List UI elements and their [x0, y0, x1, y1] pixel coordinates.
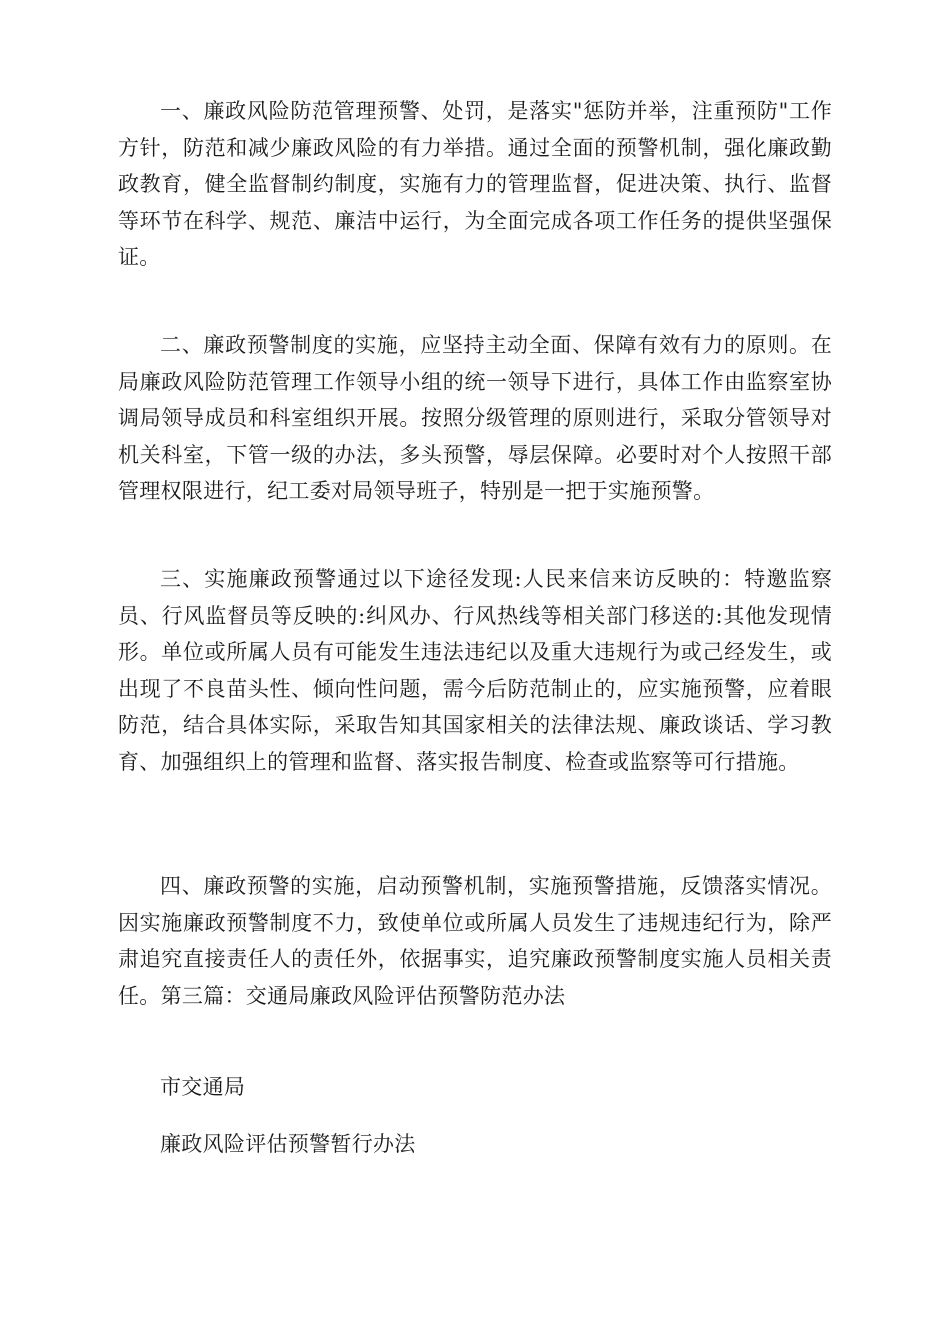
- paragraph-2: 二、廉政预警制度的实施，应坚持主动全面、保障有效有力的原则。在局廉政风险防范管理工作领导小组的统一领导下进行，具体工作由监察室协调局领导成员和科室组织开展。按照分级管理的原则进行，采取分管领导对机关科室，下管一级的办法，多头预警，辱层保障。必要时对个人按照干部管理权限进行，纪工委对局领导班子，特别是一把于实施预警。: [118, 333, 832, 503]
- paragraph-3: 三、实施廉政预警通过以下途径发现:人民来信来访反映的：特邀监察员、行风监督员等反映的:纠风办、行风热线等相关部门移送的:其他发现情形。单位或所属人员有可能发生违法违纪以及重大违规行为或己经发生，或出现了不良苗头性、倾向性问题，需今后防范制止的，应实施预警，应着眼防范，结合具体实际，采取告知其国家相关的法律法规、廉政谈话、学习教育、加强组织上的管理和监督、落实报告制度、检查或监察等可行措施。: [118, 567, 832, 774]
- paragraph-4: 四、廉政预警的实施，启动预警机制，实施预警措施，反馈落实情况。因实施廉政预警制度不力，致使单位或所属人员发生了违规违纪行为，除严肃追究直接责任人的责任外，依据事实，追究廉政预警制度实施人员相关责任。第三篇：交通局廉政风险评估预警防范办法: [118, 874, 832, 1008]
- issuer-line: 市交通局: [160, 1075, 246, 1099]
- paragraph-1: 一、廉政风险防范管理预警、处罚，是落实"惩防并举，注重预防"工作方针，防范和减少廉政风险的有力举措。通过全面的预警机制，强化廉政勤政教育，健全监督制约制度，实施有力的管理监督，促进决策、执行、监督等环节在科学、规范、廉洁中运行，为全面完成各项工作任务的提供坚强保证。: [118, 99, 832, 269]
- document-title-line: 廉政风险评估预警暂行办法: [160, 1132, 416, 1156]
